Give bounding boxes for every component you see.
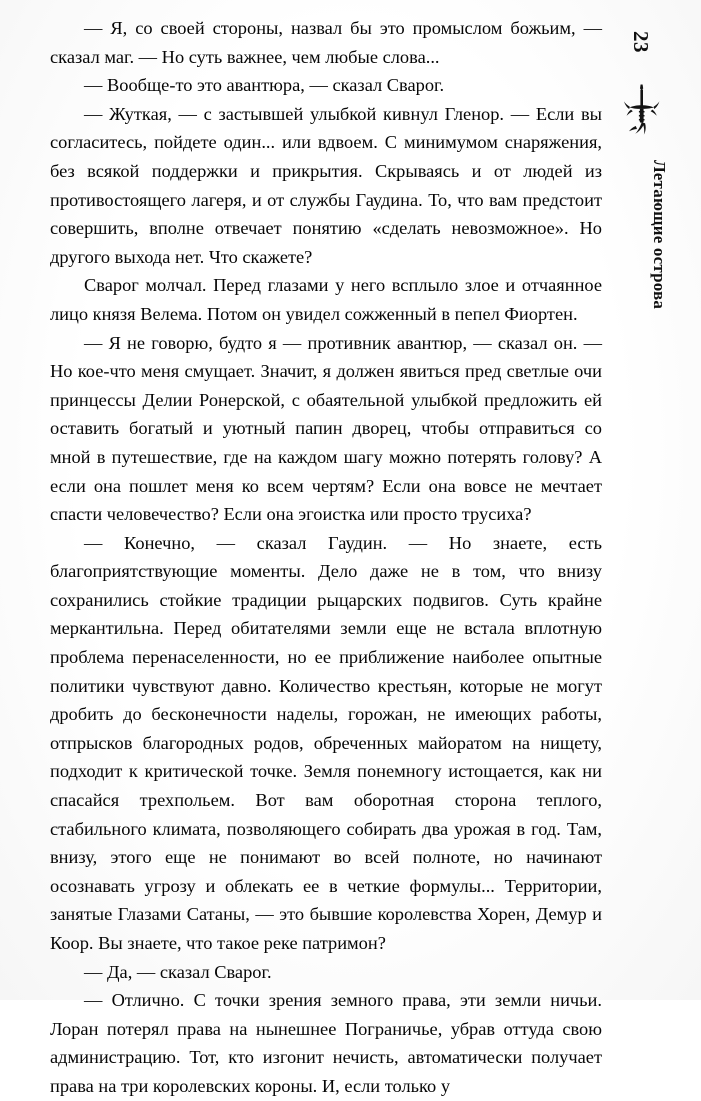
body-text — [50, 14, 602, 1101]
paragraph: — Жуткая, — с застывшей улыбкой кивнул Гленор. — Если вы согласитесь, пойдете один... или вдвоем. С минимумом снаряжения, без всякой поддержки и прикрытия. Скрываясь и от людей из противостоящего лагеря, и от службы Гаудина. То, что вам предстоит совершить, вполне отвечает понятию «сделать невозможное». Но другого выхода нет. Что скажете? — [50, 103, 602, 267]
paragraph: Сварог молчал. Перед глазами у него всплыло злое и отчаянное лицо князя Велема. Потом он увидел сожженный в пепел Фиортен. — [50, 275, 602, 324]
paragraph: — Конечно, — сказал Гаудин. — Но знаете, есть благоприятствующие моменты. Дело даже не в том, что внизу сохранились стойкие традиции рыцарских подвигов. Суть крайне меркантильна. Перед обитателями земли еще не встала вплотную проблема перенаселенности, но ее приближение наиболее опытные политики чувствуют давно. Количество крестьян, которые не могут дробить до бесконечности наделы, горожан, не имеющих работы, отпрысков благородных родов, обреченных майоратом на нищету, подходит к критической точке. Земля понемногу истощается, как ни спасайся трехпольем. Вот вам оборотная сторона теплого, стабильного климата, позволяющего собирать два урожая в год. Там, внизу, этого еще не понимают во всей полноте, но начинают осознавать угрозу и облекать ее в четкие формулы... Территории, занятые Глазами Сатаны, — это бывшие королевства Хорен, Демур и Коор. Вы знаете, что такое реке патримон? — [50, 532, 602, 953]
paragraph: — Я, со своей стороны, назвал бы это промыслом божьим, — сказал маг. — Но суть важнее, чем любые слова... — [50, 18, 602, 67]
margin-column — [605, 0, 701, 1000]
running-head — [641, 160, 675, 480]
paragraph: — Да, — сказал Сварог. — [84, 961, 272, 982]
dagger-ornament-icon — [621, 82, 663, 144]
page-number: 23 — [629, 31, 654, 53]
running-head-title: Летающие острова — [650, 160, 669, 310]
paragraph: — Я не говорю, будто я — противник авантюр, — сказал он. — Но кое-что меня смущает. Значит, я должен явиться пред светлые очи принцессы Делии Ронерской, с обаятельной улыбкой предложить ей оставить богатый и уютный папин дворец, чтобы отправиться со мной в путешествие, где на каждом шагу можно потерять голову? А если она пошлет меня ко всем чертям? Если она вовсе не мечтает спасти человечество? Если она эгоистка или просто трусиха? — [50, 332, 602, 525]
paragraph: — Вообще-то это авантюра, — сказал Сварог. — [84, 75, 445, 96]
paragraph: — Отлично. С точки зрения земного права, эти земли ничьи. Лоран потерял права на нынешнее Пограничье, убрав оттуда свою администрацию. Тот, кто изгонит нечисть, автоматически получает права на три королевских короны. И, если только у — [50, 990, 602, 1096]
